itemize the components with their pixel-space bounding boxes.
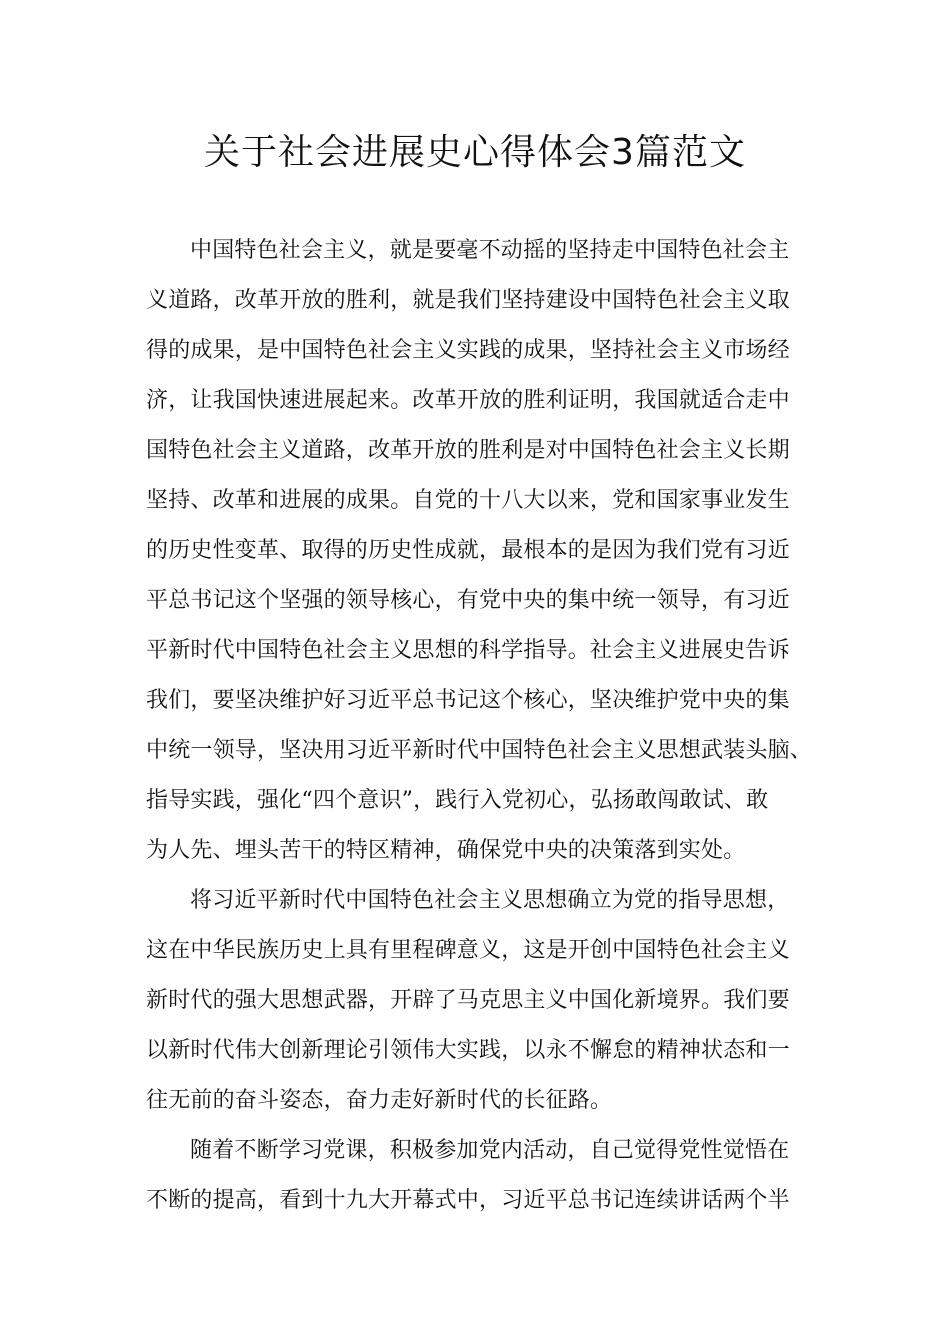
paragraph-3 (146, 1126, 810, 1226)
text-line: 随着不断学习党课，积极参加党内活动，自己觉得党性觉悟在 (190, 1138, 790, 1163)
text-line: 我们，要坚决维护好习近平总书记这个核心，坚决维护党中央的集 (146, 688, 790, 713)
paragraph-1 (146, 226, 813, 876)
text-line: 中国特色社会主义，就是要毫不动摇的坚持走中国特色社会主 (190, 238, 790, 263)
text-line: 平新时代中国特色社会主义思想的科学指导。社会主义进展史告诉 (146, 638, 790, 663)
text-line: 不断的提高，看到十九大开幕式中，习近平总书记连续讲话两个半 (146, 1188, 790, 1213)
text-line: 中统一领导，坚决用习近平新时代中国特色社会主义思想武装头脑、 (146, 738, 813, 763)
text-line: 义道路，改革开放的胜利，就是我们坚持建设中国特色社会主义取 (146, 288, 790, 313)
text-line: 国特色社会主义道路，改革开放的胜利是对中国特色社会主义长期 (146, 438, 790, 463)
text-line: 新时代的强大思想武器，开辟了马克思主义中国化新境界。我们要 (146, 988, 790, 1013)
text-line: 济，让我国快速进展起来。改革开放的胜利证明，我国就适合走中 (146, 388, 790, 413)
text-line: 的历史性变革、取得的历史性成就，最根本的是因为我们党有习近 (146, 538, 790, 563)
text-line: 得的成果，是中国特色社会主义实践的成果，坚持社会主义市场经 (146, 338, 790, 363)
paragraph-2 (146, 876, 810, 1126)
text-line: 将习近平新时代中国特色社会主义思想确立为党的指导思想， (190, 888, 790, 913)
text-line: 以新时代伟大创新理论引领伟大实践，以永不懈怠的精神状态和一 (146, 1038, 790, 1063)
text-line: 为人先、埋头苦干的特区精神，确保党中央的决策落到实处。 (146, 838, 746, 863)
text-line: 这在中华民族历史上具有里程碑意义，这是开创中国特色社会主义 (146, 938, 790, 963)
document-title: 关于社会进展史心得体会3篇范文 (204, 132, 746, 173)
text-line: 往无前的奋斗姿态，奋力走好新时代的长征路。 (146, 1088, 613, 1113)
document-body (146, 226, 813, 1226)
text-line: 指导实践，强化“四个意识”，践行入党初心，弘扬敢闯敢试、敢 (146, 788, 769, 813)
text-line: 平总书记这个坚强的领导核心，有党中央的集中统一领导，有习近 (146, 588, 790, 613)
text-line: 坚持、改革和进展的成果。自党的十八大以来，党和国家事业发生 (146, 488, 790, 513)
